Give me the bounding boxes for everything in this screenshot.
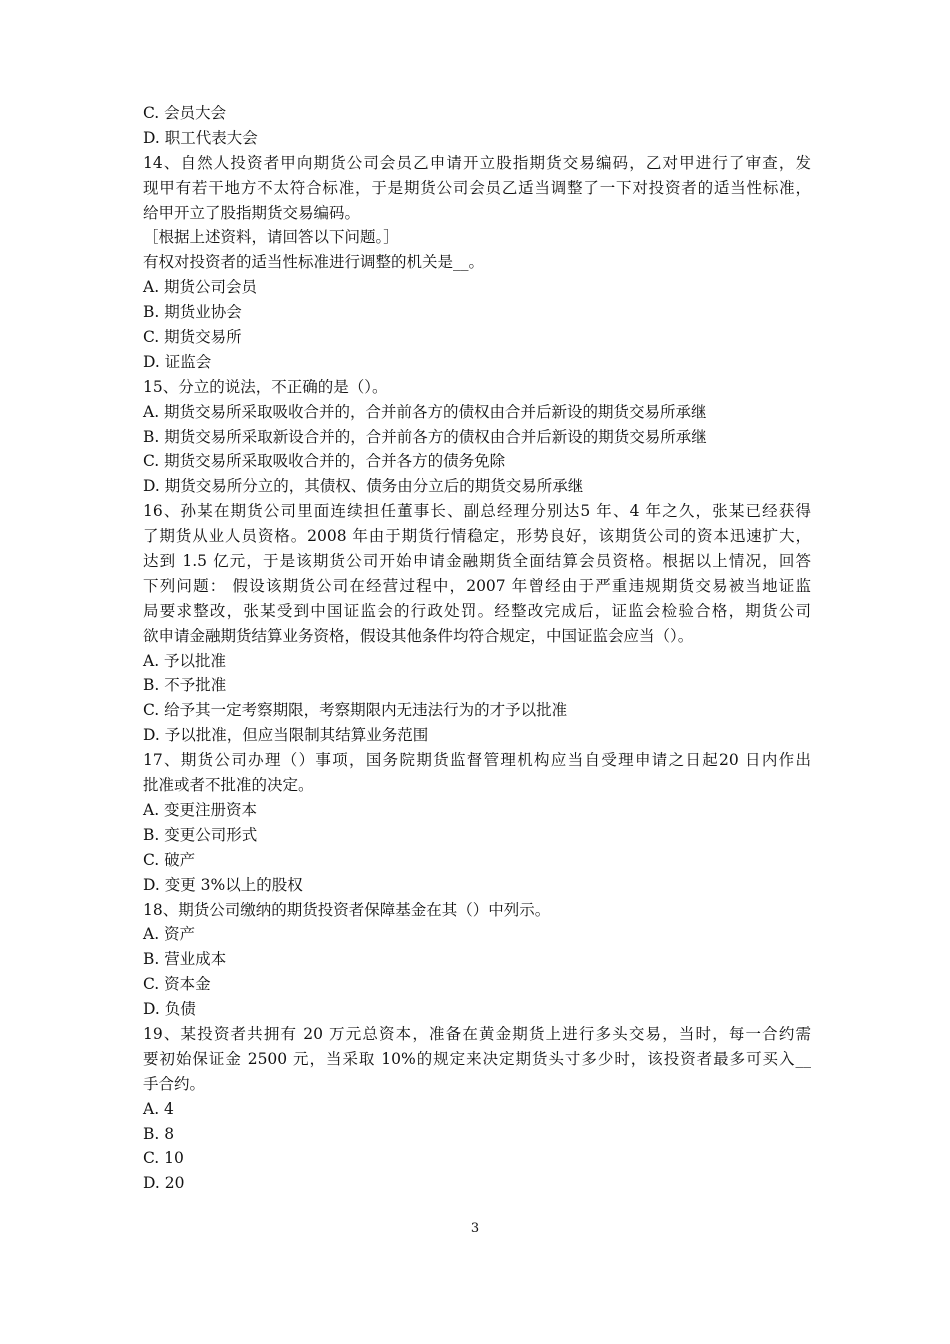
text-line: D. 职工代表大会 bbox=[143, 128, 258, 147]
text-line: B. 8 bbox=[143, 1124, 175, 1143]
text-line: 手合约。 bbox=[143, 1074, 206, 1093]
text-line: 14、自然人投资者甲向期货公司会员乙申请开立股指期货交易编码，乙对甲进行了审查，发 bbox=[143, 153, 811, 172]
text-line: A. 资产 bbox=[143, 925, 196, 944]
text-line: D. 20 bbox=[143, 1174, 185, 1193]
text-line: 给甲开立了股指期货交易编码。 bbox=[143, 203, 361, 222]
text-line: A. 予以批准 bbox=[143, 651, 227, 670]
text-line: A. 期货交易所采取吸收合并的，合并前各方的债权由合并后新设的期货交易所承继 bbox=[143, 402, 707, 421]
text-line: 了期货从业人员资格。2008 年由于期货行情稳定，形势良好，该期货公司的资本迅速扩大， bbox=[143, 527, 811, 546]
text-line: 要初始保证金 2500 元，当采取 10%的规定来决定期货头寸多少时，该投资者最多可买入__ bbox=[143, 1049, 811, 1068]
text-line: 18、期货公司缴纳的期货投资者保障基金在其（）中列示。 bbox=[143, 900, 551, 919]
page-number: 3 bbox=[470, 1221, 480, 1236]
text-line: B. 营业成本 bbox=[143, 950, 227, 969]
text-line: C. 给予其一定考察期限，考察期限内无违法行为的才予以批准 bbox=[143, 701, 568, 720]
text-line: B. 变更公司形式 bbox=[143, 825, 258, 844]
text-line: 19、某投资者共拥有 20 万元总资本，准备在黄金期货上进行多头交易，当时，每一合约需 bbox=[143, 1024, 811, 1043]
text-line: A. 期货公司会员 bbox=[143, 278, 258, 297]
text-line: ［根据上述资料，请回答以下问题。］ bbox=[143, 228, 399, 247]
text-line: A. 变更注册资本 bbox=[143, 800, 258, 819]
text-line: B. 不予批准 bbox=[143, 676, 227, 695]
text-line: D. 变更 3%以上的股权 bbox=[143, 875, 303, 894]
text-line: 16、孙某在期货公司里面连续担任董事长、副总经理分别达5 年、4 年之久，张某已经获得 bbox=[143, 502, 811, 521]
text-line: 有权对投资者的适当性标准进行调整的机关是__。 bbox=[143, 253, 485, 272]
text-line: B. 期货业协会 bbox=[143, 303, 242, 322]
text-line: D. 证监会 bbox=[143, 352, 212, 371]
text-line: D. 予以批准，但应当限制其结算业务范围 bbox=[143, 726, 429, 745]
text-line: 批准或者不批准的决定。 bbox=[143, 776, 314, 795]
text-line: A. 4 bbox=[143, 1099, 174, 1118]
text-line: B. 期货交易所采取新设合并的，合并前各方的债权由合并后新设的期货交易所承继 bbox=[143, 427, 707, 446]
text-line: D. 负债 bbox=[143, 1000, 196, 1019]
text-line: C. 10 bbox=[143, 1149, 184, 1168]
text-line: C. 期货交易所 bbox=[143, 328, 242, 347]
text-line: 局要求整改，张某受到中国证监会的行政处罚。经整改完成后，证监会检验合格，期货公司 bbox=[143, 601, 811, 620]
text-line: C. 破产 bbox=[143, 850, 196, 869]
text-line: C. 会员大会 bbox=[143, 104, 227, 122]
text-line: D. 期货交易所分立的，其债权、债务由分立后的期货交易所承继 bbox=[143, 477, 584, 496]
text-line: 欲申请金融期货结算业务资格，假设其他条件均符合规定，中国证监会应当（）。 bbox=[143, 626, 694, 645]
text-line: 下列问题： 假设该期货公司在经营过程中，2007 年曾经由于严重违规期货交易被当地证监 bbox=[143, 576, 811, 595]
text-line: C. 期货交易所采取吸收合并的，合并各方的债务免除 bbox=[143, 452, 506, 471]
text-line: 17、期货公司办理（）事项，国务院期货监督管理机构应当自受理申请之日起20 日内作出 bbox=[143, 751, 811, 770]
document-body bbox=[143, 101, 811, 1196]
text-line: 15、分立的说法，不正确的是（）。 bbox=[143, 377, 388, 396]
text-line: C. 资本金 bbox=[143, 975, 211, 994]
text-line: 达到 1.5 亿元，于是该期货公司开始申请金融期货全面结算会员资格。根据以上情况，回答 bbox=[143, 552, 811, 571]
text-line: 现甲有若干地方不太符合标准，于是期货公司会员乙适当调整了一下对投资者的适当性标准， bbox=[143, 178, 811, 197]
